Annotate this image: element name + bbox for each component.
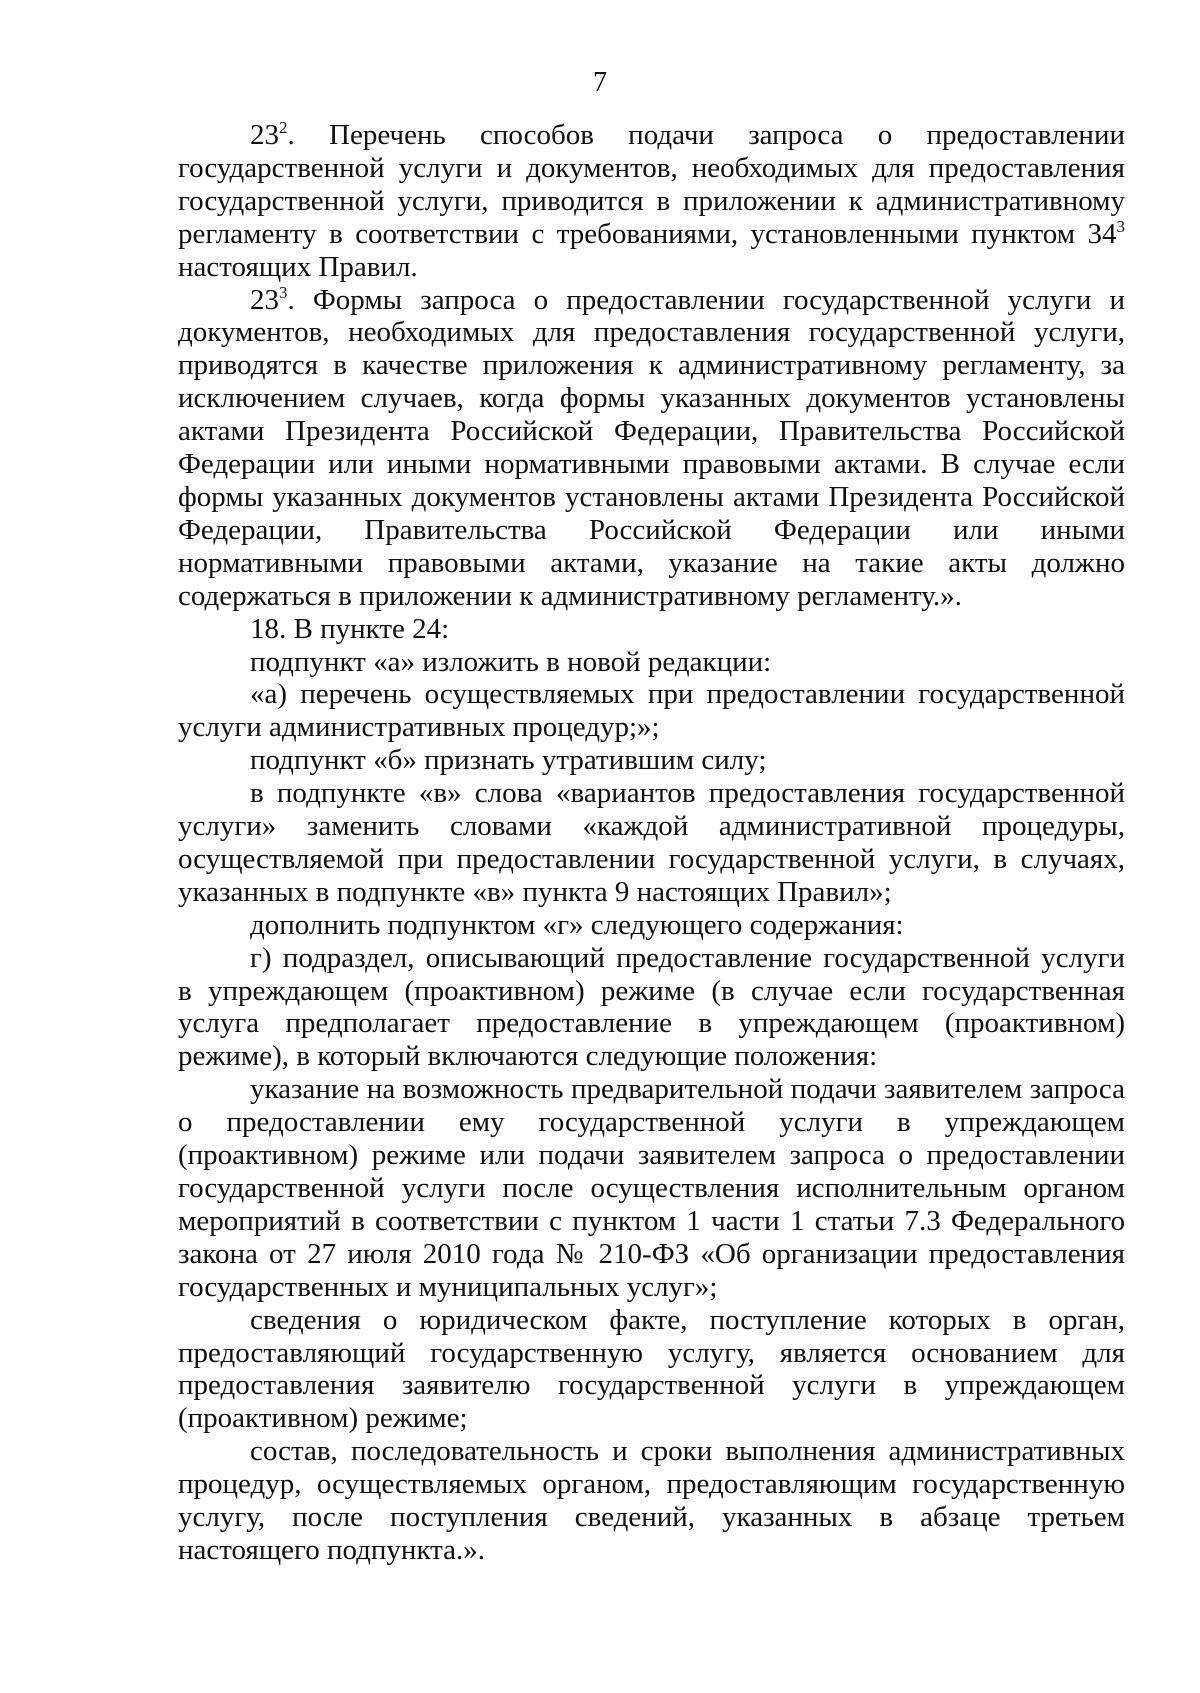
paragraph: сведения о юридическом факте, поступление которых в орган, предоставляющий государственную услугу, является основанием для предоставления заявителю государственной услуги в упреждающем (проактивном) режиме; [178, 1303, 1125, 1435]
paragraph-text: . Формы запроса о предоставлении государственной услуги и документов, необходимых для предоставления государственной услуги, приводятся в качестве приложения к административному регламенту, за исключением случаев, когда формы указанных документов установлены актами Президента Российской Федерации, Правительства Российской Федерации или иными нормативными правовыми актами. В случае если формы указанных документов установлены актами Президента Российской Федерации, Правительства Российской Федерации или иными нормативными правовыми актами, указание на такие акты должно содержаться в приложении к административному регламенту.». [178, 283, 1125, 612]
paragraph: подпункт «а» изложить в новой редакции: [250, 645, 772, 678]
superscript: 2 [279, 118, 288, 137]
paragraph-item-18: 18. В пункте 24: [250, 612, 450, 645]
paragraph-23-3 [178, 284, 1125, 613]
paragraph-number: 23 [250, 283, 279, 316]
document-body [178, 119, 1125, 1567]
paragraph: «а) перечень осуществляемых при предоставлении государственной услуги административных процедур;»; [178, 678, 1125, 744]
superscript: 3 [1116, 216, 1125, 236]
page-number: 7 [593, 67, 607, 98]
paragraph: указание на возможность предварительной подачи заявителем запроса о предоставлении ему государственной услуги в упреждающем (проактивном) режиме или подачи заявителем запроса о предоставлении государственной услуги после осуществления исполнительным органом мероприятий в соответствии с пунктом 1 части 1 статьи 7.3 Федерального закона от 27 июля 2010 года № 210-ФЗ «Об организации предоставления государственных и муниципальных услуг»; [178, 1073, 1125, 1303]
superscript: 3 [279, 282, 288, 302]
paragraph: в подпункте «в» слова «вариантов предоставления государственной услуги» заменить словами «каждой административной процедуры, осуществляемой при предоставлении государственной услуги, в случаях, указанных в подпункте «в» пункта 9 настоящих Правил»; [178, 777, 1125, 908]
paragraph-23-2 [178, 119, 1125, 284]
paragraph: подпункт «б» признать утратившим силу; [250, 744, 767, 777]
paragraph-text-end: настоящих Правил. [178, 250, 418, 283]
paragraph: г) подраздел, описывающий предоставление государственной услуги в упреждающем (проактивном) режиме (в случае если государственная услуга предполагает предоставление в упреждающем (проактивном) режиме), в который включаются следующие положения: [178, 941, 1125, 1073]
paragraph: состав, последовательность и сроки выполнения административных процедур, осуществляемых органом, предоставляющим государственную услугу, после поступления сведений, указанных в абзаце третьем настоящего подпункта.». [178, 1435, 1125, 1566]
paragraph-text: . Перечень способов подачи запроса о предоставлении государственной услуги и документов, необходимых для предоставления государственной услуги, приводится в приложении к административному регламенту в соответствии с требованиями, установленными пунктом 34 [178, 119, 1125, 250]
paragraph-number: 23 [250, 119, 279, 151]
paragraph: дополнить подпунктом «г» следующего содержания: [250, 908, 904, 941]
